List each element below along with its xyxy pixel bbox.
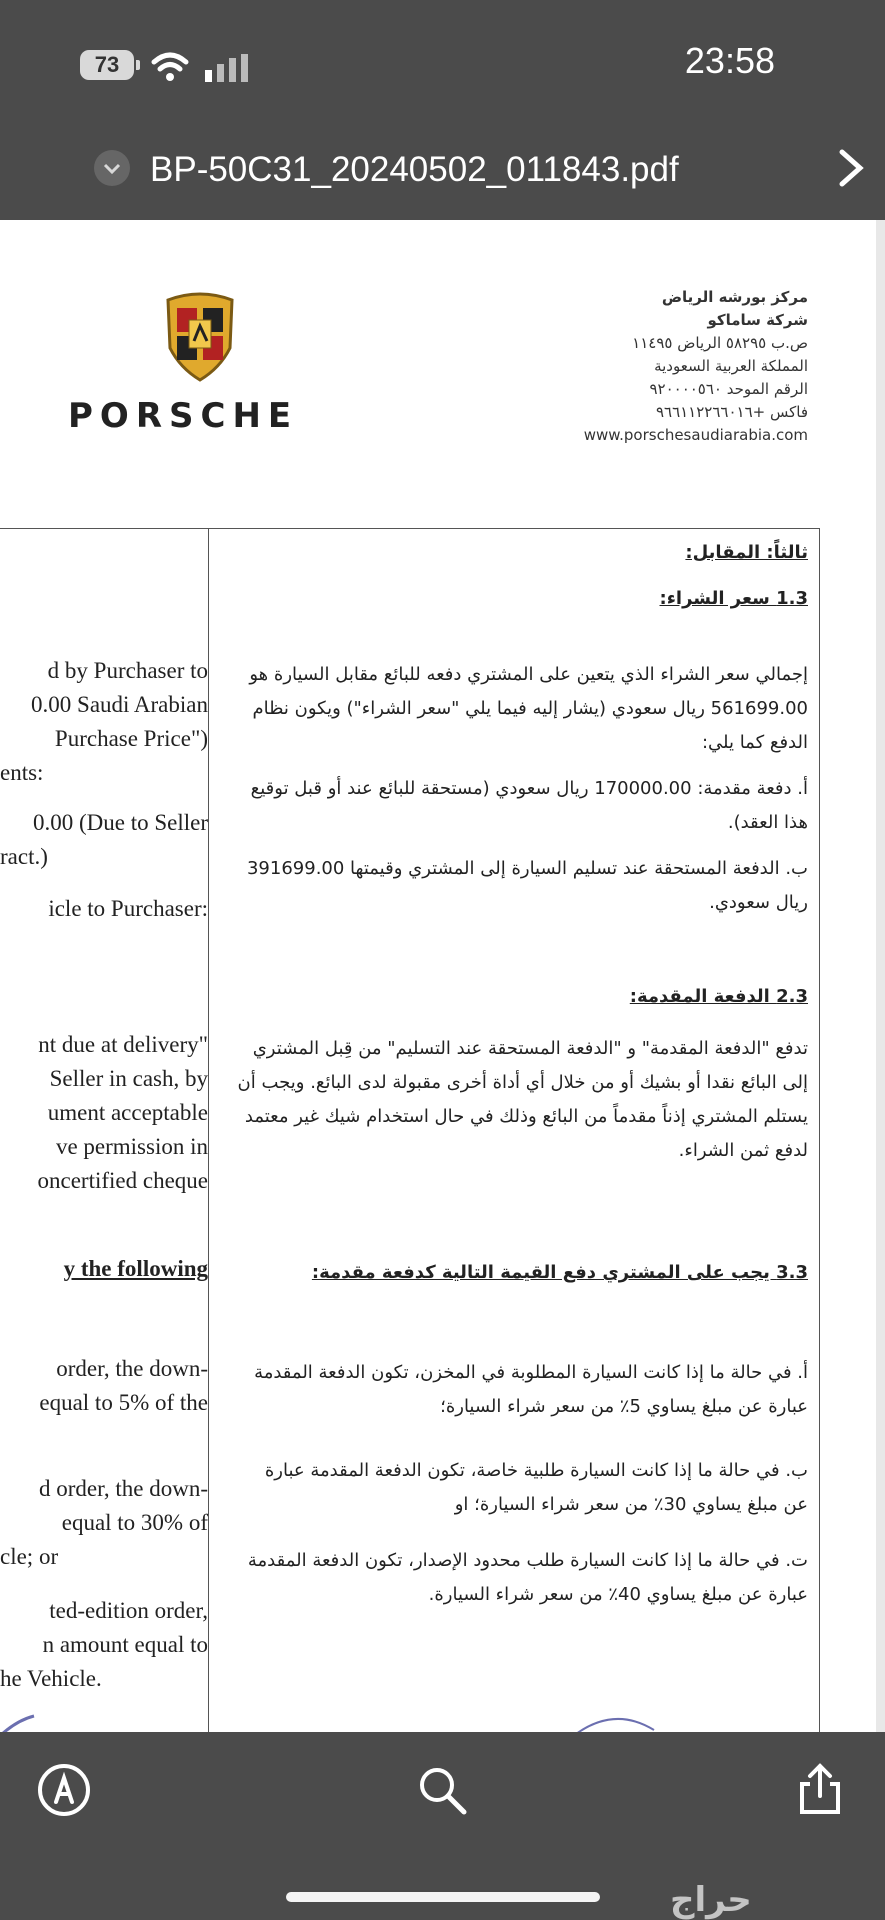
english-text-line: nt due at delivery"	[38, 1032, 208, 1057]
markup-pen-icon[interactable]	[34, 1760, 94, 1820]
signature-mark	[570, 1706, 660, 1732]
pdf-page	[0, 220, 876, 1732]
chevron-down-icon	[94, 150, 130, 186]
purchase-price-heading: 1.3 سعر الشراء:	[659, 588, 808, 609]
english-text-line: 0.00 Saudi Arabian	[31, 692, 208, 717]
english-text-line: n amount equal to	[42, 1632, 208, 1657]
status-time: 23:58	[684, 40, 775, 81]
cellular-signal-icon	[205, 54, 253, 82]
special-order-item: ب. في حالة ما إذا كانت السيارة طلبية خاصة، تكون الدفعة المقدمة عبارة عن مبلغ يساوي 30٪ من سعر شراء السيارة؛ او	[264, 1460, 808, 1515]
page-edge	[876, 220, 885, 1732]
porsche-wordmark: PORSCHE	[68, 396, 299, 436]
limited-edition-item: ت. في حالة ما إذا كانت السيارة طلب محدود الإصدار، تكون الدفعة المقدمة عبارة عن مبلغ يساوي 40٪ من سعر شراء السيارة.	[247, 1550, 808, 1605]
fax-number: فاكس ‎+٩٦٦١١٢٢٦٦٠١٦	[655, 403, 808, 421]
company-name: شركة ساماكو	[707, 311, 808, 329]
english-text-line: he Vehicle.	[0, 1666, 102, 1691]
english-text-line: d order, the down-	[39, 1476, 208, 1501]
english-text-line: y the following	[63, 1256, 208, 1281]
stock-order-item: أ. في حالة ما إذا كانت السيارة المطلوبة في المخزن، تكون الدفعة المقدمة عبارة عن مبلغ يساوي 5٪ من سعر شراء السيارة؛	[254, 1362, 808, 1417]
unified-number: الرقم الموحد ٩٢٠٠٠٠٥٦٠	[649, 380, 808, 398]
country: المملكة العربية السعودية	[654, 357, 808, 375]
bottom-toolbar	[0, 1732, 885, 1920]
english-text-line: Purchase Price")	[54, 726, 208, 751]
dealer-name: مركز بورشه الرياض	[661, 288, 808, 306]
english-text-line: ted-edition order,	[49, 1598, 208, 1623]
english-text-line: ents:	[0, 760, 44, 785]
next-document-button[interactable]	[832, 148, 872, 188]
postal-address: ص.ب ٥٨٢٩٥ الرياض ١١٤٩٥	[632, 334, 808, 352]
dealer-address-block	[468, 286, 808, 447]
home-indicator[interactable]	[286, 1892, 600, 1902]
down-payment-heading: 2.3 الدفعة المقدمة:	[629, 986, 808, 1007]
website-link[interactable]: www.porschesaudiarabia.com	[583, 426, 808, 444]
wifi-icon	[150, 46, 190, 86]
column-divider	[208, 528, 209, 1732]
pdf-title-bar	[0, 130, 885, 220]
english-text-line: equal to 5% of the	[39, 1390, 208, 1415]
english-text-line: cle; or	[0, 1544, 59, 1569]
english-text-line: ument acceptable	[47, 1100, 208, 1125]
english-text-line: order, the down-	[56, 1356, 208, 1381]
status-bar	[0, 0, 885, 130]
english-text-line: equal to 30% of	[61, 1510, 208, 1535]
english-text-line: ract.)	[0, 844, 48, 869]
share-icon[interactable]	[790, 1760, 850, 1820]
porsche-crest-logo	[162, 286, 238, 382]
battery-indicator: 73	[80, 50, 134, 80]
purchase-price-paragraph: إجمالي سعر الشراء الذي يتعين على المشتري دفعه للبائع مقابل السيارة هو 561699.00 ريال سعودي (يشار إليه فيما يلي "سعر الشراء") ويكون نظام الدفع كما يلي:	[249, 664, 808, 753]
delivery-payment-item: ب. الدفعة المستحقة عند تسليم السيارة إلى المشتري وقيمتها 391699.00 ريال سعودي.	[246, 858, 808, 913]
document-title[interactable]: BP-50C31_20240502_011843.pdf	[150, 150, 679, 189]
haraj-watermark: حراج	[670, 1880, 752, 1920]
section-title: ثالثاً: المقابل:	[685, 542, 808, 563]
english-text-line: ve permission in	[55, 1134, 208, 1159]
required-down-payment-heading: 3.3 يجب على المشتري دفع القيمة التالية كدفعة مقدمة:	[311, 1262, 808, 1283]
title-menu-button[interactable]	[94, 150, 130, 186]
english-text-line: Seller in cash, by	[49, 1066, 208, 1091]
signature-mark	[0, 1696, 40, 1732]
english-text-line: icle to Purchaser:	[48, 896, 208, 921]
down-payment-paragraph: تدفع "الدفعة المقدمة" و "الدفعة المستحقة عند التسليم" من قِبل المشتري إلى البائع نقدا أو بشيك أو من خلال أي أداة أخرى مقبولة لدى البائع. ويجب أن يستلم المشتري إذناً مقدماً من البائع وذلك في حال استخدام شيك غير معتمد لدفع ثمن الشراء.	[237, 1038, 808, 1161]
english-text-line: 0.00 (Due to Seller	[32, 810, 208, 835]
down-payment-item: أ. دفعة مقدمة: 170000.00 ريال سعودي (مستحقة للبائع عند أو قبل توقيع هذا العقد).	[250, 778, 808, 833]
search-icon[interactable]	[412, 1760, 472, 1820]
english-text-line: oncertified cheque	[37, 1168, 208, 1193]
english-text-line: d by Purchaser to	[47, 658, 208, 683]
